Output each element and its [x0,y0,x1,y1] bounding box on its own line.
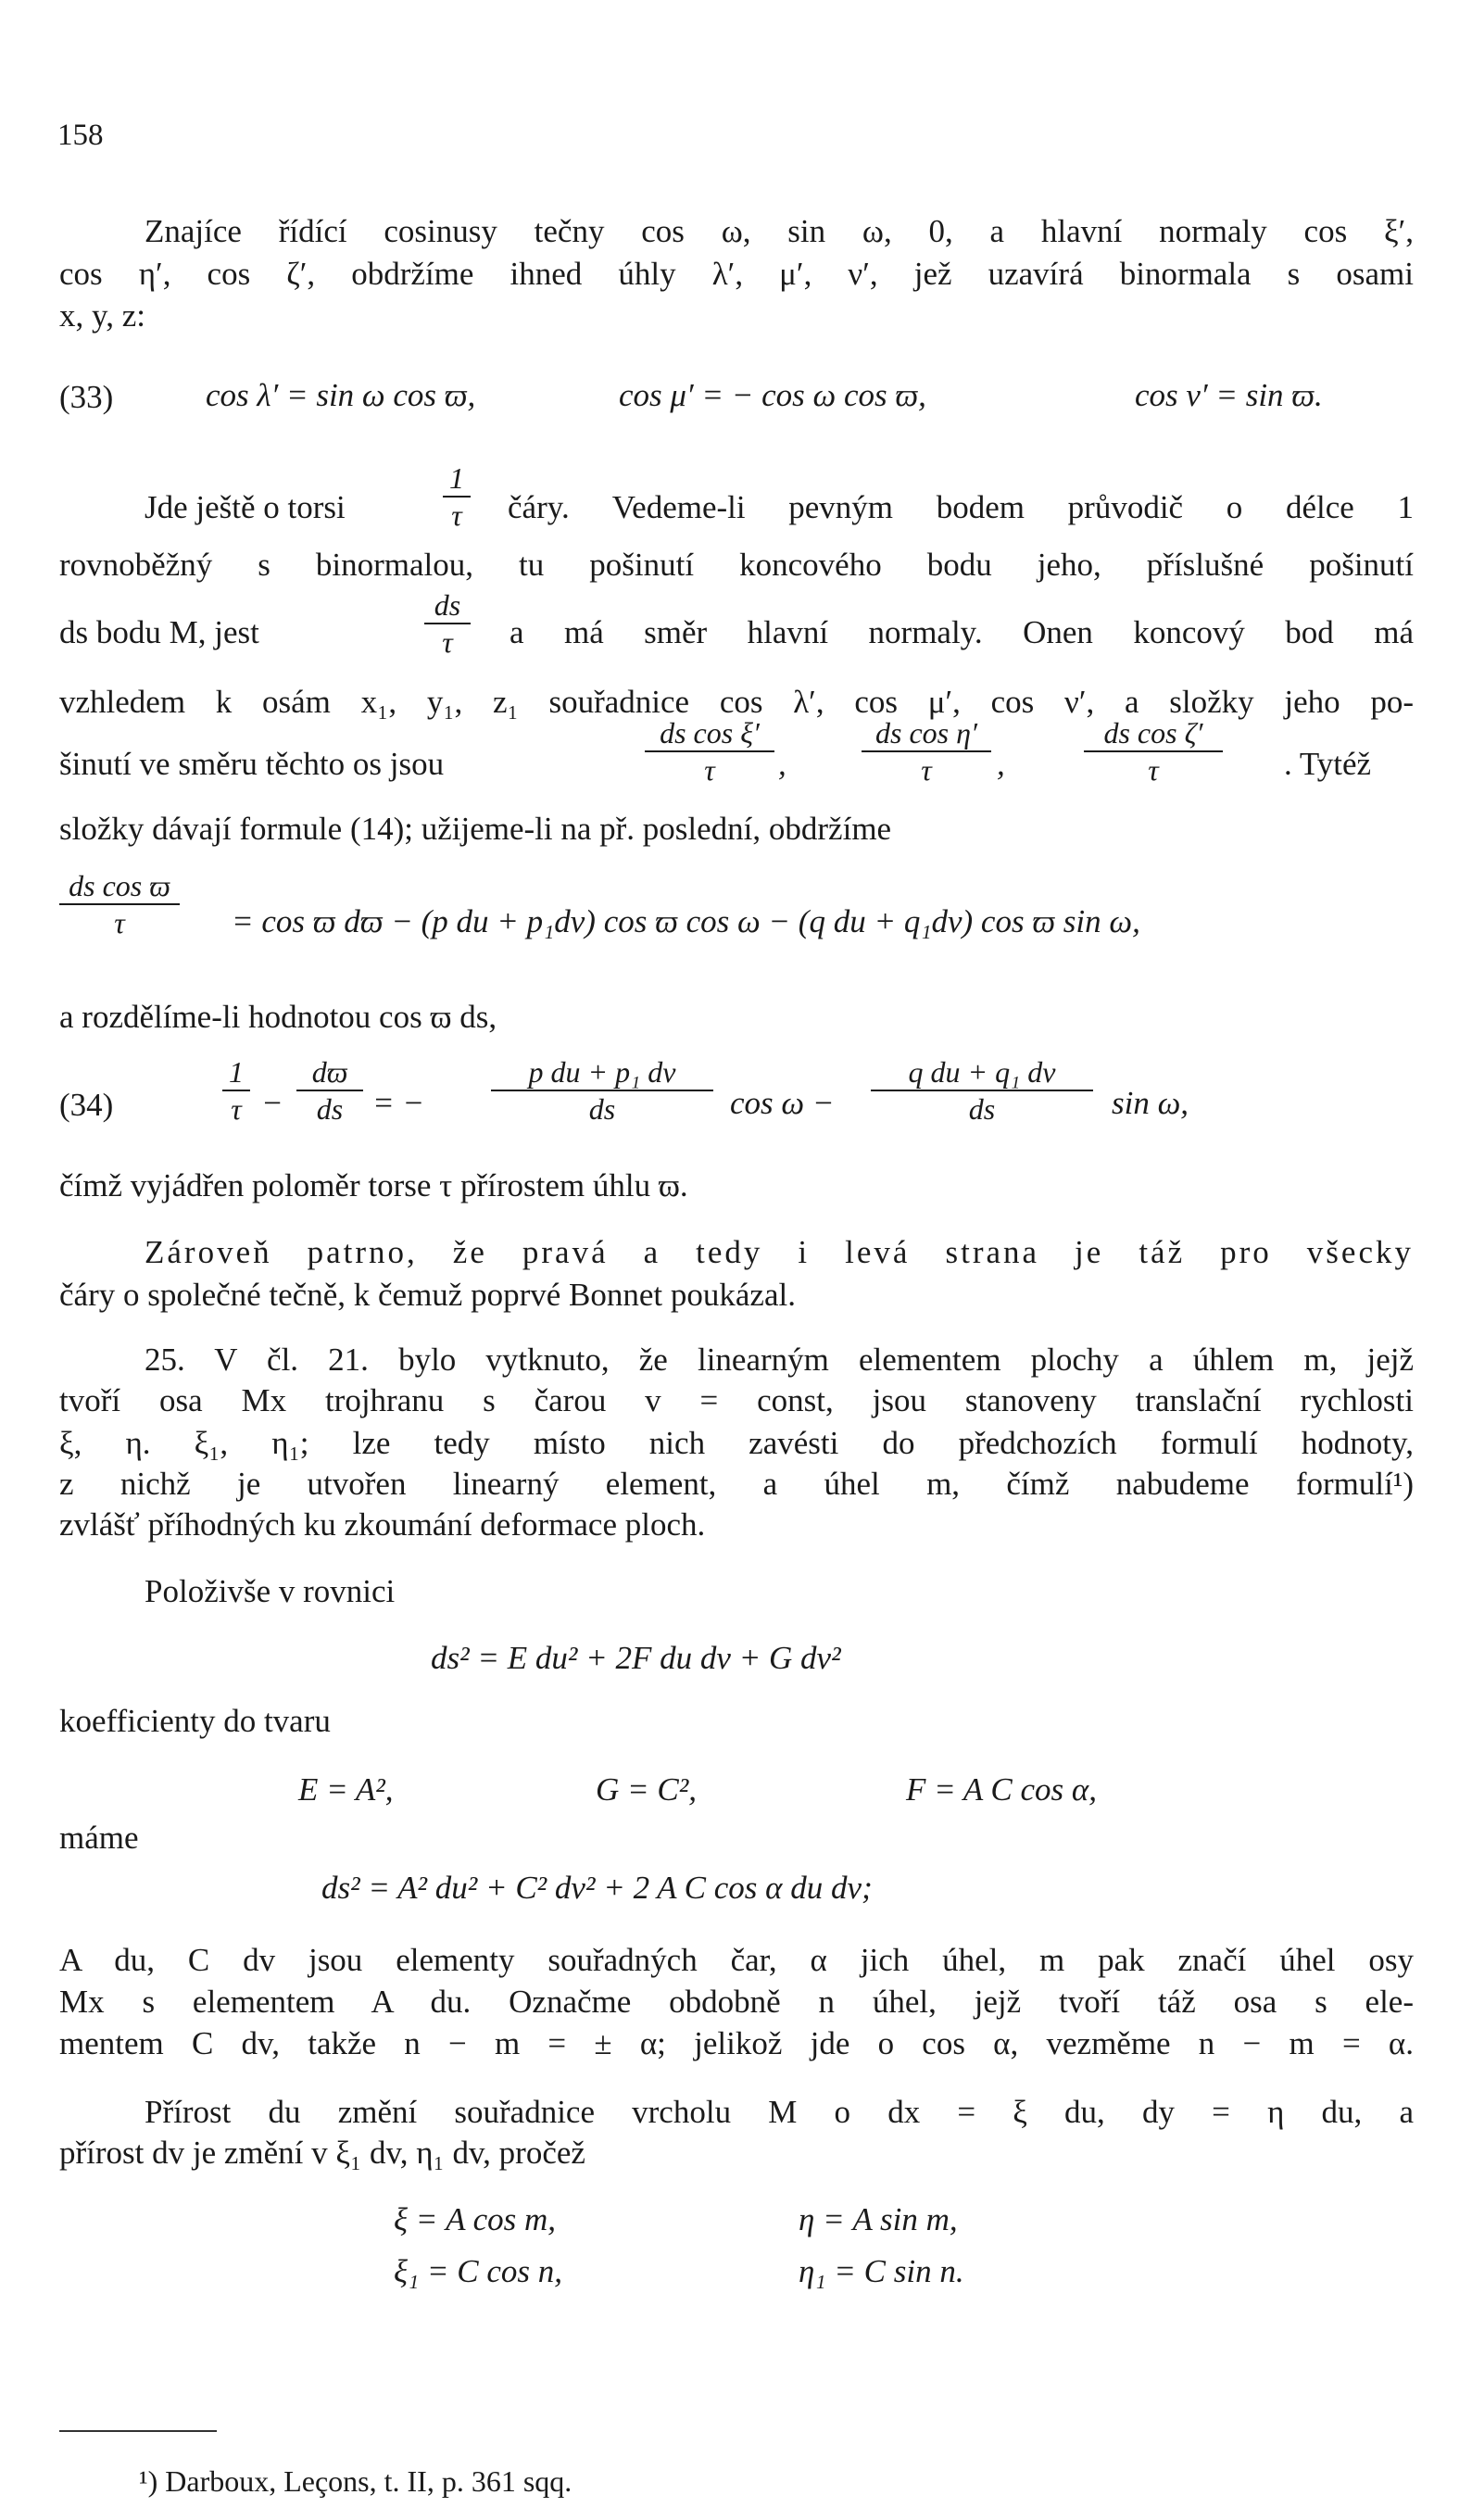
text-line: x, y, z: [59,297,145,334]
fraction: $\frac{dϖ}{ds}$ [296,1057,363,1124]
text-line: cos η′, cos ζ′, obdržíme ihned úhly λ′, μ′, ν′, jež uzavírá binormala s osami [59,256,1414,292]
fraction: $\frac{ds}{\tau}$ [424,590,471,657]
operator: = − [372,1085,424,1121]
fraction: $\frac{1}{\tau}$ [443,463,471,530]
operator: sin ω, [1112,1085,1189,1121]
text-line: zvlášť příhodných ku zkoumání deformace ploch. [59,1506,706,1543]
text-line: a má směr hlavní normaly. Onen koncový bod má [510,614,1414,650]
equation: ξ = A cos m, [394,2201,557,2237]
text-line: ds bodu M, jest [59,614,259,650]
text-line: mentem C dv, takže n − m = ± α; jelikož jde o cos α, vezměme n − m = α. [59,2025,1414,2061]
equation: ξ₁ = C cos n, [394,2253,563,2289]
text-line: čáry o společné tečně, k čemuž poprvé Bonnet poukázal. [59,1277,796,1313]
page-number: 158 [57,119,104,152]
equation: = cos ϖ dϖ − (p du + p₁dv) cos ϖ cos ω − (q du + q₁dv) cos ϖ sin ω, [232,903,1140,939]
text-line: přírost dv je změní v ξ₁ dv, η₁ dv, pročež [59,2135,585,2171]
text-line: šinutí ve směru těchto os jsou [59,746,445,782]
equation: F = A C cos α, [906,1771,1097,1808]
equation-number: (33) [59,379,114,415]
text-line: Položivše v rovnici [145,1573,396,1609]
equation: E = A², [298,1771,394,1808]
fraction: $\frac{\text{ds cos ζ′}}{\tau}$ [1084,718,1223,785]
text-line: A du, C dv jsou elementy souřadných čar, α jich úhel, m pak značí úhel osy [59,1942,1414,1978]
text-line: čáry. Vedeme-li pevným bodem průvodič o délce 1 [508,489,1414,525]
text-line: máme [59,1820,139,1856]
text-line: Přírost du změní souřadnice vrcholu M o dx = ξ du, dy = η du, a [145,2094,1414,2130]
equation: η₁ = C sin n. [799,2253,964,2289]
text-line: 25. V čl. 21. bylo vytknuto, že linearným elementem plochy a úhlem m, jejž [145,1342,1414,1378]
fraction: $\frac{\text{p du + p₁ dv}}{ds}$ [491,1057,713,1124]
text-line: Znajíce řídící cosinusy tečny cos ω, sin ω, 0, a hlavní normaly cos ξ′, [145,213,1414,249]
comma: , [997,746,1005,782]
text-line: čímž vyjádřen poloměr torse τ přírostem úhlu ϖ. [59,1167,688,1203]
fraction: $\frac{\text{ds cos ϖ}}{\tau}$ [59,871,180,938]
text-line: koefficienty do tvaru [59,1703,331,1739]
footnote: ¹) Darboux, Leçons, t. II, p. 361 sqq. [139,2464,572,2498]
footnote-divider [59,2430,217,2432]
text-line: z nichž je utvořen linearný element, a úhel m, čímž nabudeme formulí¹) [59,1466,1414,1502]
text-line: . Tytéž [1284,746,1372,782]
text-line: vzhledem k osám x₁, y₁, z₁ souřadnice cos λ′, cos μ′, cos ν′, a složky jeho po- [59,684,1414,720]
text-line: tvoří osa Mx trojhranu s čarou v = const, jsou stanoveny translační rychlosti [59,1382,1414,1418]
equation-33-part: cos μ′ = − cos ω cos ϖ, [619,377,926,413]
text-line: Zároveň patrno, že pravá a tedy i levá strana je táž pro všecky [145,1234,1414,1270]
operator: − [261,1085,283,1121]
fraction: $\frac{\text{ds cos ξ′}}{\tau}$ [645,718,774,785]
equation: ds² = E du² + 2F du dv + G dv² [431,1640,841,1676]
equation: ds² = A² du² + C² dv² + 2 A C cos α du dv; [321,1870,873,1906]
equation-33-part: cos ν′ = sin ϖ. [1135,377,1323,413]
text-line: rovnoběžný s binormalou, tu pošinutí koncového bodu jeho, příslušné pošinutí [59,547,1414,583]
equation-number: (34) [59,1087,114,1123]
comma: , [778,746,786,782]
equation: η = A sin m, [799,2201,958,2237]
fraction: $\frac{\text{ds cos η′}}{\tau}$ [862,718,991,785]
equation-33-part: cos λ′ = sin ω cos ϖ, [206,377,476,413]
fraction: $\frac{\text{q du + q₁ dv}}{ds}$ [871,1057,1093,1124]
text-line: a rozdělíme-li hodnotou cos ϖ ds, [59,999,497,1035]
text-line: složky dávají formule (14); užijeme-li na př. poslední, obdržíme [59,811,892,847]
fraction: $\frac{1}{\tau}$ [222,1057,250,1124]
text-line: ξ, η. ξ₁, η₁; lze tedy místo nich zavésti do předchozích formulí hodnoty, [59,1425,1414,1461]
text-line: Mx s elementem A du. Označme obdobně n úhel, jejž tvoří táž osa s ele- [59,1984,1414,2020]
operator: cos ω − [730,1085,835,1121]
text-line: Jde ještě o torsi [145,489,346,525]
equation: G = C², [596,1771,697,1808]
